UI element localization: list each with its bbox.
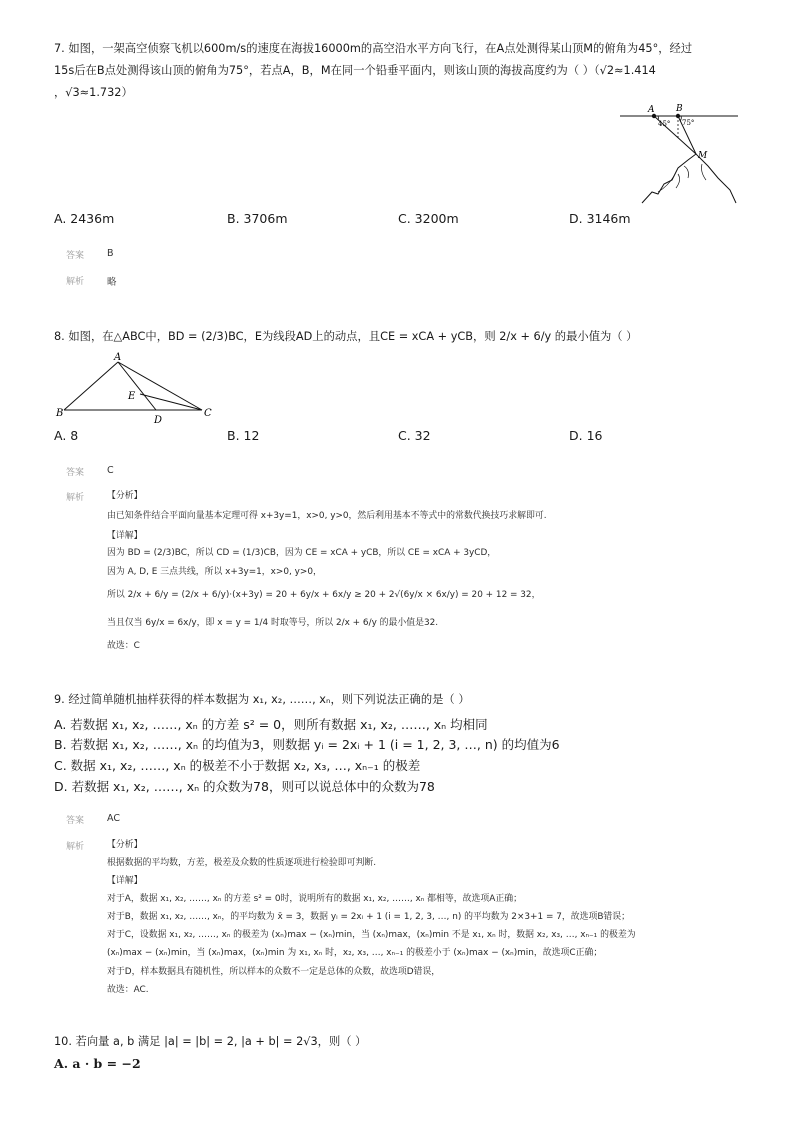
q7-angle-45: 45° [658, 120, 671, 128]
q9-solution-line-7: (xₙ)max − (xₙ)min，当 (xₙ)max，(xₙ)min 为 x₁, xₙ 时，x₂, x₃, …, xₙ₋₁ 的极差小于 (xₙ)max − (xₙ)min，故选项C正确； [107, 948, 603, 958]
q8-solution-line-4: 因为 BD = (2/3)BC，所以 CD = (1/3)CB，因为 CE = xCA + yCB，所以 CE = xCA + 3yCD， [107, 548, 497, 558]
q8-solution-line-6: 所以 2/x + 6/y = (2/x + 6/y)·(x+3y) = 20 + 6y/x + 6x/y ≥ 20 + 2√(6y/x × 6x/y) = 20 + 12 = 32， [107, 590, 541, 600]
q7-label-b: B [676, 104, 683, 114]
q7-analysis: 略 [107, 277, 117, 288]
q8-figure-triangle [54, 350, 220, 426]
q7-stem-line1: 7. 如图，一架高空侦察飞机以600m/s的速度在海拔16000m的高空沿水平方向飞行，在A点处测得某山顶M的俯角为45°，经过 [54, 42, 693, 55]
q8-label-e: E [128, 391, 136, 402]
q9-solution-line-4: 对于A，数据 x₁, x₂, ……, xₙ 的方差 s² = 0时，说明所有的数据 x₁, x₂, ……, xₙ 都相等，故选项A正确； [107, 894, 522, 904]
q8-solution-line-8: 故选：C [107, 641, 140, 651]
q10-stem: 10. 若向量 a, b 满足 |a| = |b| = 2, |a + b| = 2√3，则（ ） [54, 1035, 367, 1048]
q8-option-b[interactable]: B. 12 [227, 428, 260, 443]
q8-answer: C [107, 465, 114, 476]
q8-solution-line-5: 因为 A, D, E 三点共线，所以 x+3y=1，x>0, y>0， [107, 567, 322, 577]
q9-solution-line-1: 【分析】 [107, 840, 143, 850]
q7-option-c[interactable]: C. 3200m [398, 211, 459, 226]
q9-option-a[interactable]: A. 若数据 x₁, x₂, ……, xₙ 的方差 s² = 0，则所有数据 x₁, x₂, ……, xₙ 均相同 [54, 717, 488, 732]
q8-solution-line-7: 当且仅当 6y/x = 6x/y，即 x = y = 1/4 时取等号，所以 2/x + 6/y 的最小值是32. [107, 618, 439, 628]
q9-solution-line-6: 对于C，设数据 x₁, x₂, ……, xₙ 的极差为 (xₙ)max − (xₙ)min，当 (xₙ)max，(xₙ)min 不是 x₁, xₙ 时，数据 x₂, x₃, …, xₙ₋₁ 的极差为 [107, 930, 636, 940]
q7-answer-label: 答案 [66, 251, 85, 261]
q7-label-a: A [648, 105, 655, 115]
q7-label-m: M [698, 151, 708, 161]
q9-answer: AC [107, 813, 120, 824]
q9-analysis-label: 解析 [66, 842, 85, 852]
q9-solution-line-5: 对于B，数据 x₁, x₂, ……, xₙ，的平均数为 x̄ = 3，数据 yᵢ = 2xᵢ + 1 (i = 1, 2, 3, …, n) 的平均数为 2×3+1 = 7，故选项B错误； [107, 912, 631, 922]
q10-option-a[interactable]: A. a · b = −2 [54, 1056, 141, 1071]
q8-solution-line-1: 【分析】 [107, 491, 143, 501]
q8-analysis-label: 解析 [66, 493, 85, 503]
q8-stem: 8. 如图，在△ABC中，BD = (2/3)BC，E为线段AD上的动点，且CE = xCA + yCB，则 2/x + 6/y 的最小值为（ ） [54, 330, 638, 343]
q9-solution-line-8: 对于D，样本数据具有随机性，所以样本的众数不一定是总体的众数，故选项D错误， [107, 967, 441, 977]
q7-stem-line3: ，√3≈1.732） [54, 86, 133, 99]
q8-option-d[interactable]: D. 16 [569, 428, 603, 443]
q8-label-c: C [204, 408, 212, 419]
q7-option-d[interactable]: D. 3146m [569, 211, 631, 226]
q8-solution-line-3: 【详解】 [107, 531, 143, 541]
q9-answer-label: 答案 [66, 816, 85, 826]
q7-angle-75: 75° [682, 119, 695, 127]
q9-option-b[interactable]: B. 若数据 x₁, x₂, ……, xₙ 的均值为3，则数据 yᵢ = 2xᵢ + 1 (i = 1, 2, 3, …, n) 的均值为6 [54, 737, 560, 752]
q9-option-d[interactable]: D. 若数据 x₁, x₂, ……, xₙ 的众数为78，则可以说总体中的众数为78 [54, 779, 435, 794]
q7-figure-mountain [618, 100, 740, 204]
q9-solution-line-2: 根据数据的平均数，方差，极差及众数的性质逐项进行检验即可判断. [107, 858, 377, 868]
q7-option-a[interactable]: A. 2436m [54, 211, 115, 226]
q9-solution-line-3: 【详解】 [107, 876, 143, 886]
q7-stem-line2: 15s后在B点处测得该山顶的俯角为75°，若点A，B，M在同一个铅垂平面内，则该山顶的海拔高度约为（ ）（√2≈1.414 [54, 64, 656, 77]
q8-label-d: D [154, 415, 163, 426]
q9-stem: 9. 经过简单随机抽样获得的样本数据为 x₁, x₂, ……, xₙ，则下列说法正确的是（ ） [54, 693, 470, 706]
q8-label-a: A [114, 352, 122, 363]
q8-option-c[interactable]: C. 32 [398, 428, 431, 443]
q7-answer: B [107, 248, 114, 259]
q7-option-b[interactable]: B. 3706m [227, 211, 288, 226]
q8-answer-label: 答案 [66, 468, 85, 478]
q8-label-b: B [56, 408, 64, 419]
q7-analysis-label: 解析 [66, 277, 85, 287]
q9-solution-line-9: 故选：AC. [107, 985, 149, 995]
q8-solution-line-2: 由已知条件结合平面向量基本定理可得 x+3y=1，x>0, y>0，然后利用基本不等式中的常数代换技巧求解即可. [107, 511, 547, 521]
q9-option-c[interactable]: C. 数据 x₁, x₂, ……, xₙ 的极差不小于数据 x₂, x₃, …, xₙ₋₁ 的极差 [54, 758, 421, 773]
q8-option-a[interactable]: A. 8 [54, 428, 79, 443]
